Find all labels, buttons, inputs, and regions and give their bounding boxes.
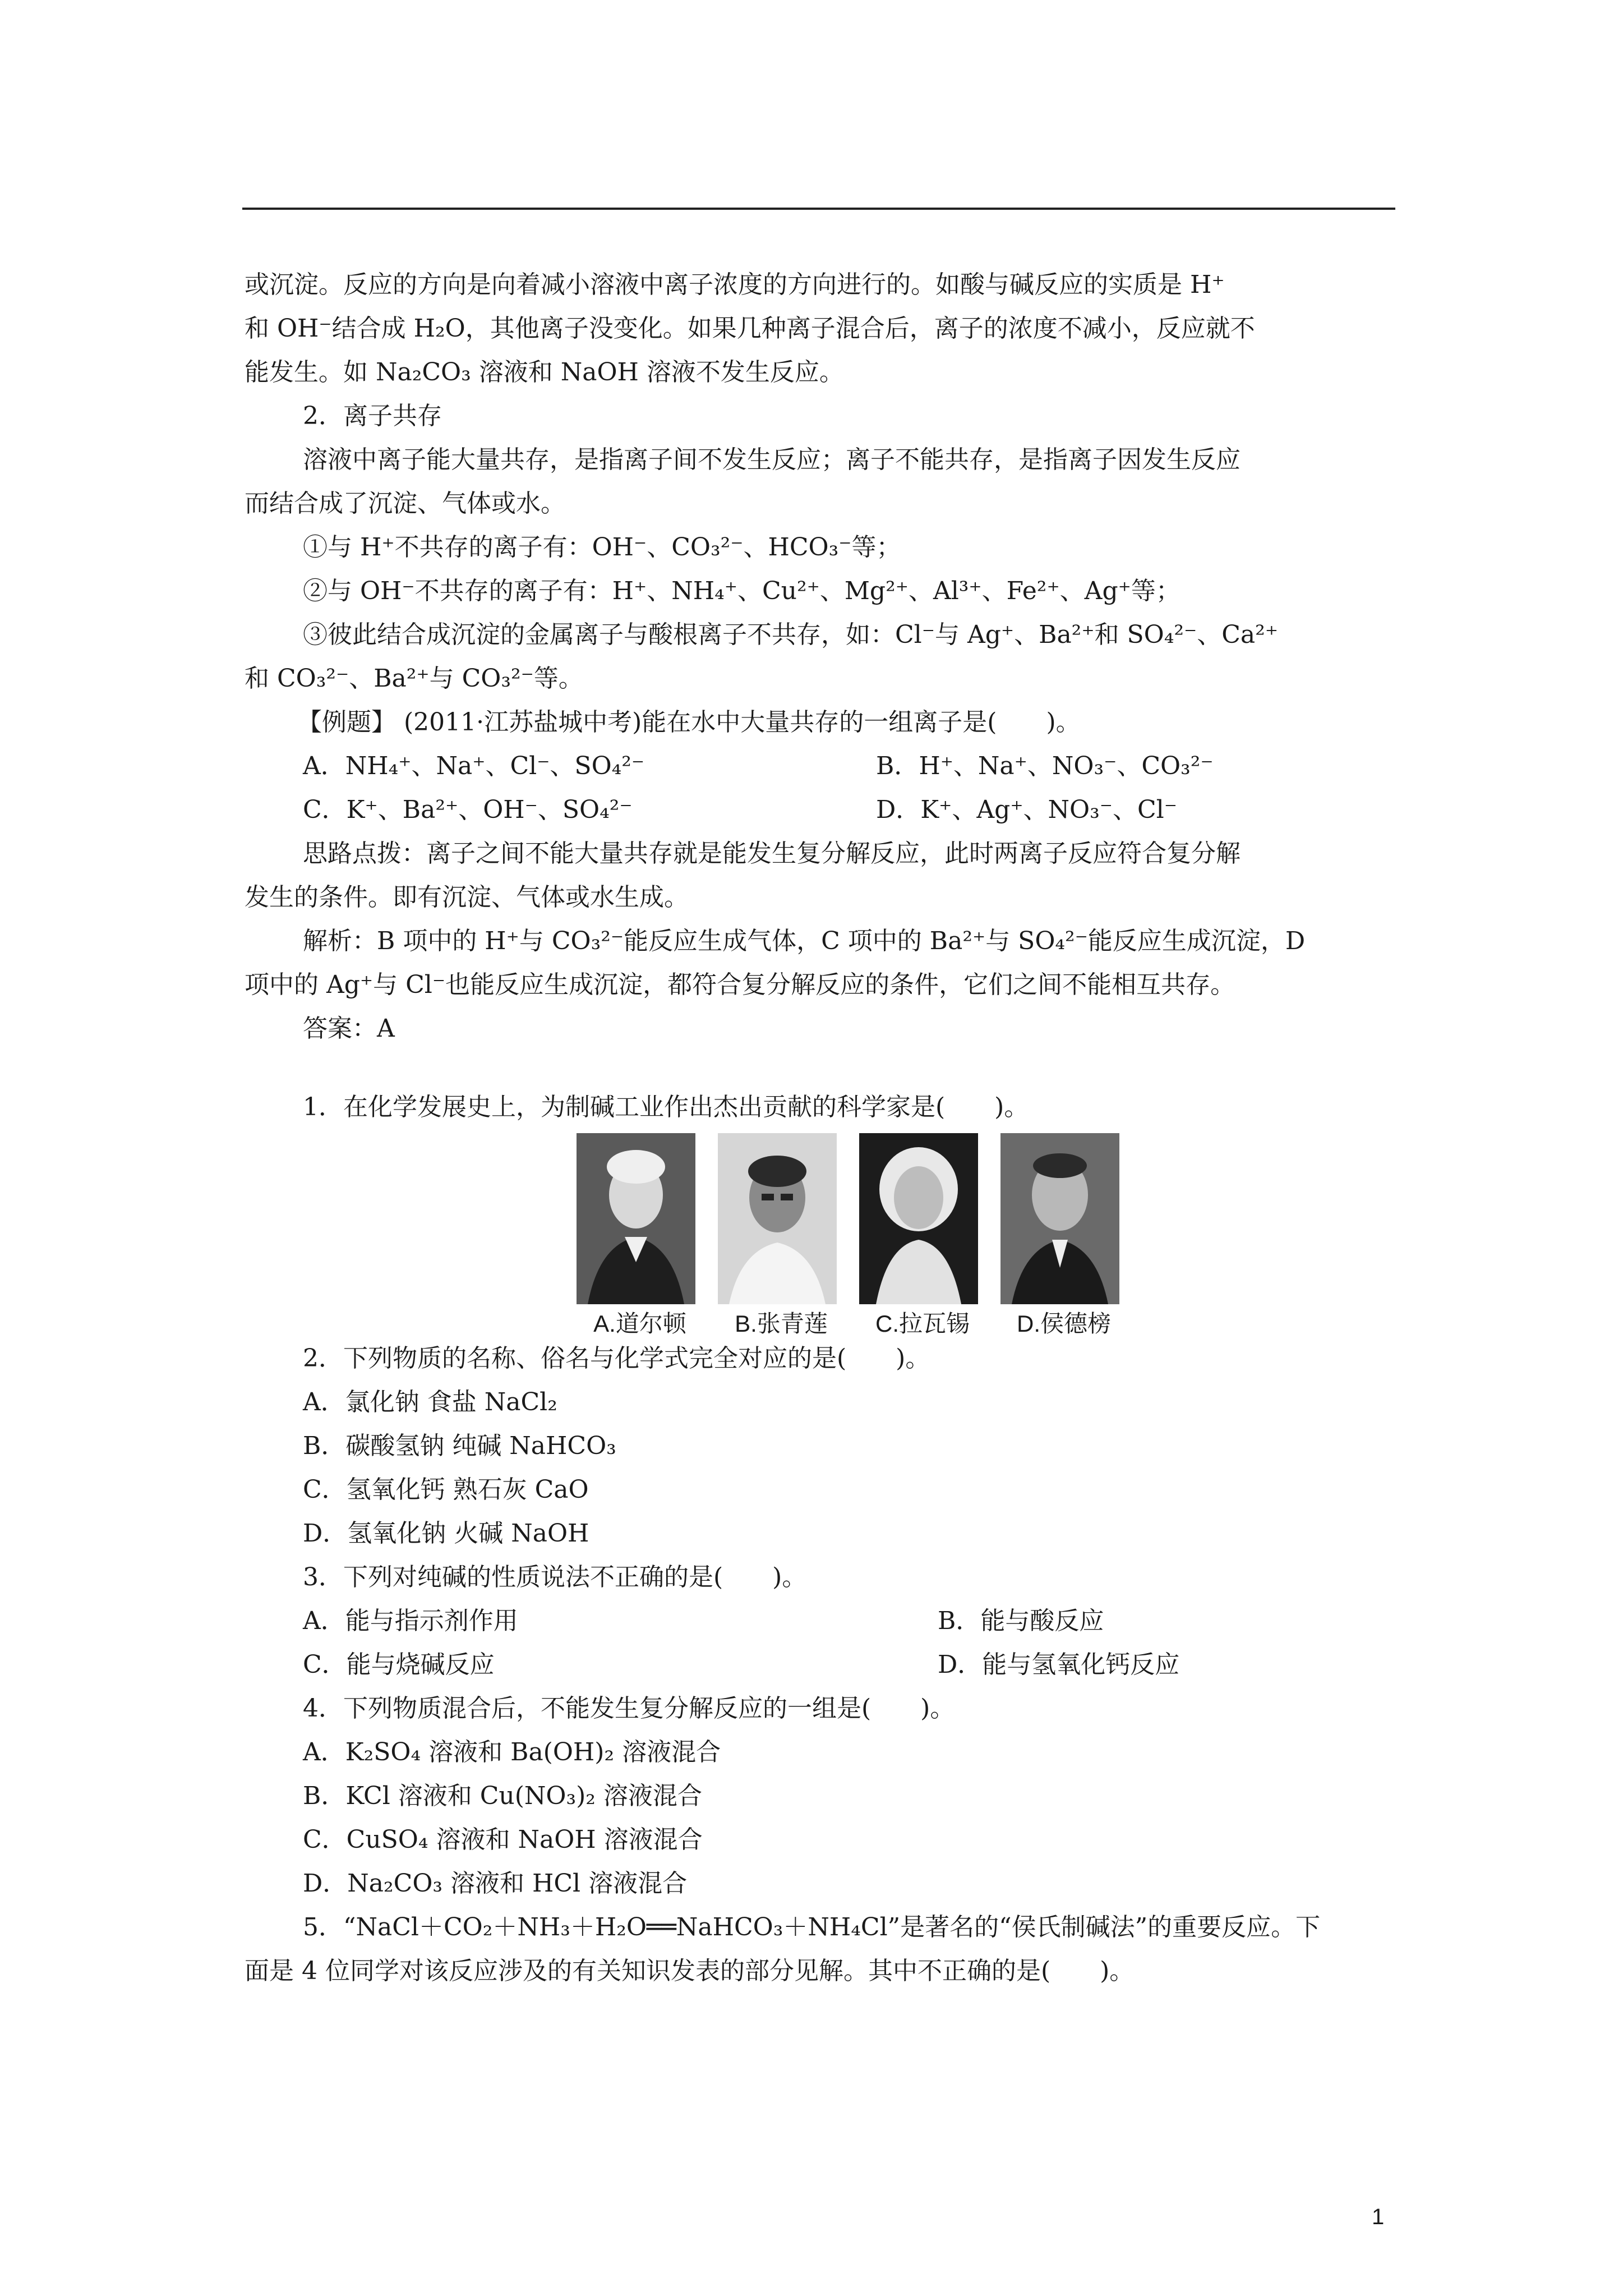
question-5-line: 5．“NaCl＋CO₂＋NH₃＋H₂O══NaHCO₃＋NH₄Cl”是著名的“侯氏制碱法”的重要反应。下 — [303, 1913, 1321, 1941]
portrait-zhang-qinglian — [718, 1133, 837, 1304]
paragraph-line: 而结合成了沉淀、气体或水。 — [245, 489, 565, 518]
question-4-option: B．KCl 溶液和 Cu(NO₃)₂ 溶液混合 — [303, 1782, 702, 1810]
answer: 答案：A — [303, 1014, 395, 1043]
paragraph-line: 或沉淀。反应的方向是向着减小溶液中离子浓度的方向进行的。如酸与碱反应的实质是 H⁺ — [245, 270, 1225, 299]
analysis-line: 解析：B 项中的 H⁺与 CO₃²⁻能反应生成气体，C 项中的 Ba²⁺与 SO₄²⁻能反应生成沉淀，D — [303, 927, 1306, 955]
caption-b: B.张青莲 — [735, 1310, 828, 1337]
question-4-option: D．Na₂CO₃ 溶液和 HCl 溶液混合 — [303, 1869, 688, 1898]
question-4-stem: 4．下列物质混合后，不能发生复分解反应的一组是( )。 — [303, 1694, 955, 1723]
scientist-photos — [577, 1133, 1121, 1307]
paragraph-line: 溶液中离子能大量共存，是指离子间不发生反应；离子不能共存，是指离子因发生反应 — [303, 445, 1241, 474]
question-1-stem: 1．在化学发展史上，为制碱工业作出杰出贡献的科学家是( )。 — [303, 1093, 1029, 1121]
example-stem: 【例题】 (2011·江苏盐城中考)能在水中大量共存的一组离子是( )。 — [297, 708, 1081, 737]
question-2-option: B．碳酸氢钠 纯碱 NaHCO₃ — [303, 1432, 616, 1460]
example-option-d: D．K⁺、Ag⁺、NO₃⁻、Cl⁻ — [876, 795, 1177, 824]
question-4-option: C．CuSO₄ 溶液和 NaOH 溶液混合 — [303, 1825, 703, 1854]
analysis-line: 项中的 Ag⁺与 Cl⁻也能反应生成沉淀，都符合复分解反应的条件，它们之间不能相互共存。 — [245, 970, 1235, 999]
question-3-option-c: C．能与烧碱反应 — [303, 1650, 495, 1679]
question-4-option: A．K₂SO₄ 溶液和 Ba(OH)₂ 溶液混合 — [303, 1738, 721, 1766]
example-option-b: B．H⁺、Na⁺、NO₃⁻、CO₃²⁻ — [876, 752, 1214, 780]
caption-c: C.拉瓦锡 — [875, 1310, 970, 1337]
portrait-hou-debang — [1000, 1133, 1119, 1304]
question-2-stem: 2．下列物质的名称、俗名与化学式完全对应的是( )。 — [303, 1344, 930, 1373]
rule-item: 和 CO₃²⁻、Ba²⁺与 CO₃²⁻等。 — [245, 664, 583, 693]
section-heading: 2．离子共存 — [303, 402, 442, 430]
question-2-option: C．氢氧化钙 熟石灰 CaO — [303, 1475, 589, 1504]
page-number: 1 — [1372, 2205, 1385, 2229]
example-option-a: A．NH₄⁺、Na⁺、Cl⁻、SO₄²⁻ — [303, 752, 645, 780]
paragraph-line: 能发生。如 Na₂CO₃ 溶液和 NaOH 溶液不发生反应。 — [245, 358, 844, 386]
paragraph-line: 和 OH⁻结合成 H₂O，其他离子没变化。如果几种离子混合后，离子的浓度不减小，反应就不 — [245, 314, 1255, 343]
question-2-option: D．氢氧化钠 火碱 NaOH — [303, 1519, 589, 1548]
question-5-line: 面是 4 位同学对该反应涉及的有关知识发表的部分见解。其中不正确的是( )。 — [245, 1957, 1135, 1985]
question-3-option-d: D．能与氢氧化钙反应 — [938, 1650, 1180, 1679]
header-rule — [242, 208, 1395, 210]
question-3-option-a: A．能与指示剂作用 — [303, 1607, 518, 1635]
rule-item: ①与 H⁺不共存的离子有：OH⁻、CO₃²⁻、HCO₃⁻等； — [303, 533, 901, 562]
question-2-option: A．氯化钠 食盐 NaCl₂ — [303, 1388, 557, 1416]
hint-line: 思路点拨：离子之间不能大量共存就是能发生复分解反应，此时两离子反应符合复分解 — [303, 839, 1241, 868]
portrait-lavoisier — [859, 1133, 978, 1304]
question-3-option-b: B．能与酸反应 — [938, 1607, 1104, 1635]
question-3-stem: 3．下列对纯碱的性质说法不正确的是( )。 — [303, 1563, 807, 1591]
example-option-c: C．K⁺、Ba²⁺、OH⁻、SO₄²⁻ — [303, 795, 633, 824]
hint-line: 发生的条件。即有沉淀、气体或水生成。 — [245, 883, 689, 912]
rule-item: ②与 OH⁻不共存的离子有：H⁺、NH₄⁺、Cu²⁺、Mg²⁺、Al³⁺、Fe²⁺、Ag⁺等； — [303, 577, 1181, 605]
caption-d: D.侯德榜 — [1016, 1310, 1111, 1337]
rule-item: ③彼此结合成沉淀的金属离子与酸根离子不共存，如：Cl⁻与 Ag⁺、Ba²⁺和 SO₄²⁻、Ca²⁺ — [303, 620, 1279, 649]
portrait-dalton — [577, 1133, 695, 1304]
caption-a: A.道尔顿 — [593, 1310, 686, 1337]
